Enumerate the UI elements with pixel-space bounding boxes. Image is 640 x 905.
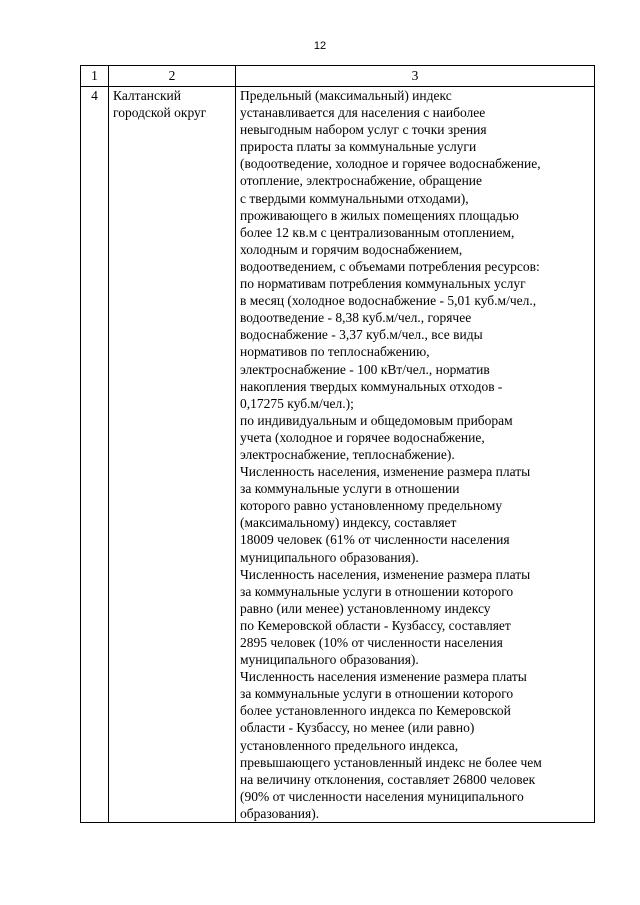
text-line: электроснабжение - 100 кВт/чел., норматив [240, 361, 490, 377]
text-line: за коммунальные услуги в отношении которого [240, 583, 514, 599]
text-line: в месяц (холодное водоснабжение - 5,01 куб.м/чел., [240, 293, 537, 309]
region-cell [109, 87, 236, 823]
text-line: с твердыми коммунальными отходами), [240, 190, 469, 206]
row-number: 4 [81, 87, 109, 823]
table-header-row [81, 66, 595, 87]
text-line: по нормативам потребления коммунальных услуг [240, 276, 526, 292]
text-line: проживающего в жилых помещениях площадью [240, 207, 519, 223]
text-line: за коммунальные услуги в отношении которого [240, 686, 514, 702]
region-line: городской округ [113, 105, 207, 121]
text-line: муниципального образования). [240, 652, 419, 668]
text-line: по Кемеровской области - Кузбассу, составляет [240, 617, 511, 633]
text-line: 2895 человек (10% от численности населения [240, 635, 503, 650]
header-col-3: 3 [236, 66, 595, 87]
text-line: превышающего установленный индекс не более чем [240, 754, 542, 770]
text-line: Численность населения, изменение размера платы [240, 566, 531, 582]
text-line: на величину отклонения, составляет 26800 человек [240, 771, 536, 787]
text-line: 18009 человек (61% от численности населения [240, 532, 510, 548]
text-line: Численность населения изменение размера платы [240, 669, 527, 685]
text-line: водоотведением, с объемами потребления ресурсов: [240, 258, 540, 274]
text-line: по индивидуальным и общедомовым приборам [240, 412, 513, 428]
text-line: равно (или менее) установленному индексу [240, 600, 491, 616]
text-line: невыгодным набором услуг с точки зрения [240, 122, 487, 138]
text-line: более установленного индекса по Кемеровской [240, 703, 511, 719]
text-line: учета (холодное и горячее водоснабжение, [240, 429, 485, 445]
header-col-1: 1 [81, 66, 109, 87]
text-line: нормативов по теплоснабжению, [240, 344, 430, 360]
text-line: (90% от численности населения муниципального [240, 788, 524, 804]
header-col-2: 2 [109, 66, 236, 87]
text-line: более 12 кв.м с централизованным отоплением, [240, 224, 515, 240]
text-line: (водоотведение, холодное и горячее водоснабжение, [240, 156, 541, 172]
text-line: устанавливается для населения с наиболее [240, 105, 486, 121]
page-number: 12 [313, 40, 327, 52]
text-line: которого равно установленному предельному [240, 498, 503, 514]
region-line: Калтанский [113, 88, 181, 103]
text-line: прироста платы за коммунальные услуги [240, 139, 477, 155]
text-line: установленного предельного индекса, [240, 737, 459, 753]
text-line: образования). [240, 805, 320, 821]
text-line: водоотведение - 8,38 куб.м/чел., горячее [240, 310, 472, 326]
text-line: (максимальному) индексу, составляет [240, 515, 457, 531]
document-table [80, 65, 595, 823]
text-line: водоснабжение - 3,37 куб.м/чел., все виды [240, 327, 483, 343]
text-line: за коммунальные услуги в отношении [240, 481, 460, 497]
text-line: 0,17275 куб.м/чел.); [240, 395, 354, 411]
text-line: холодным и горячим водоснабжением, [240, 241, 463, 257]
table-row [81, 87, 595, 823]
text-line: муниципального образования). [240, 549, 419, 565]
index-description-cell [236, 87, 595, 823]
text-line: накопления твердых коммунальных отходов - [240, 378, 503, 394]
text-line: электроснабжение, теплоснабжение). [240, 446, 455, 462]
text-line: отопление, электроснабжение, обращение [240, 173, 483, 189]
text-line: Численность населения, изменение размера платы [240, 464, 531, 480]
text-line: области - Кузбассу, но менее (или равно) [240, 720, 475, 736]
text-line: Предельный (максимальный) индекс [240, 88, 452, 103]
